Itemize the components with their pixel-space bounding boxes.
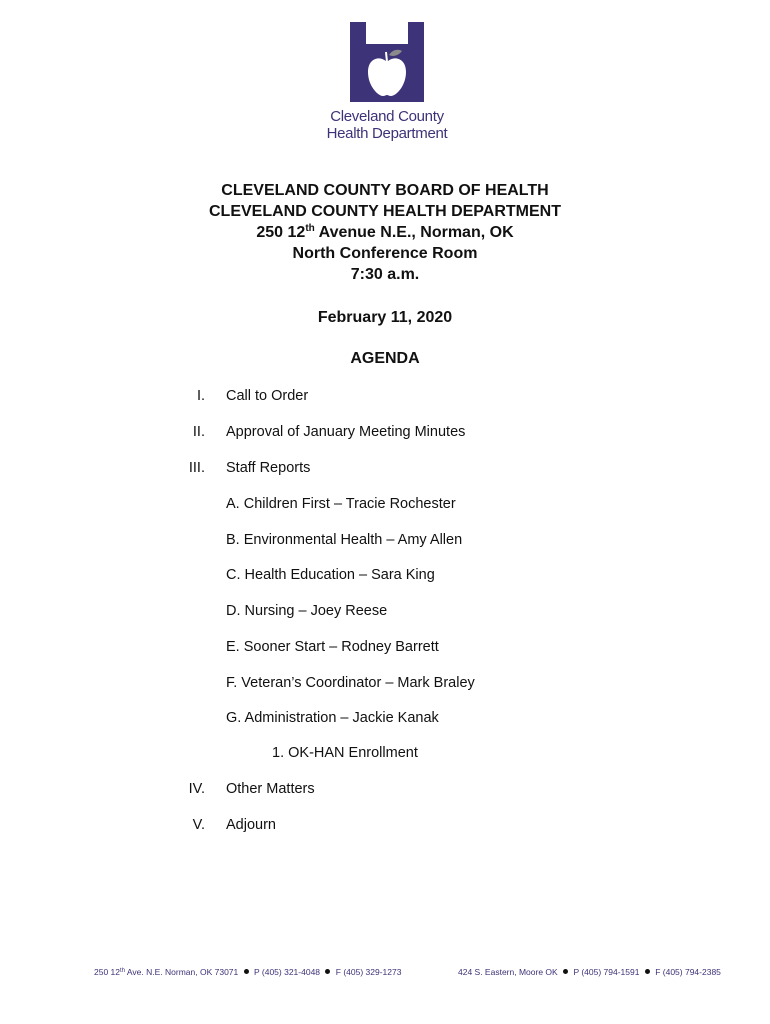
- header-address: [0, 222, 770, 243]
- footer-norman-address: Ave. N.E. Norman, OK 73071: [125, 967, 239, 977]
- staff-report-item: A. Children First – Tracie Rochester: [226, 496, 456, 512]
- agenda-item-number: IV.: [188, 781, 205, 797]
- footer-moore-phone: P (405) 794-1591: [573, 967, 640, 977]
- agenda-title: AGENDA: [350, 350, 420, 367]
- footer-norman-suffix: th: [120, 968, 126, 974]
- footer-moore-office: [458, 967, 721, 977]
- header-address-number: 250 12: [256, 224, 306, 241]
- agenda-item: Call to Order: [226, 388, 309, 404]
- footer-norman-office: [94, 967, 401, 977]
- footer-moore-fax: F (405) 794-2385: [655, 967, 721, 977]
- agenda-item-number: I.: [196, 388, 205, 404]
- header-department-title: CLEVELAND COUNTY HEALTH DEPARTMENT: [209, 203, 561, 220]
- logo-text-line2: Health Department: [326, 125, 448, 142]
- agenda-item: Approval of January Meeting Minutes: [226, 424, 466, 440]
- logo-text-line1: Cleveland County: [330, 108, 444, 125]
- staff-report-item: F. Veteran’s Coordinator – Mark Braley: [226, 675, 475, 691]
- agenda-item: Staff Reports: [226, 460, 311, 476]
- health-department-logo: [322, 22, 452, 147]
- meeting-date: February 11, 2020: [317, 309, 453, 326]
- bullet-icon: [325, 969, 330, 974]
- header-board-title: CLEVELAND COUNTY BOARD OF HEALTH: [221, 182, 549, 199]
- staff-report-item: B. Environmental Health – Amy Allen: [226, 532, 463, 548]
- header-time: 7:30 a.m.: [350, 266, 420, 283]
- agenda-item: Other Matters: [226, 781, 315, 797]
- document-header: [0, 180, 770, 285]
- bullet-icon: [563, 969, 568, 974]
- bullet-icon: [645, 969, 650, 974]
- agenda-item-number: II.: [192, 424, 205, 440]
- agenda-item-number: III.: [188, 460, 205, 476]
- administration-sub-item: 1. OK-HAN Enrollment: [272, 745, 418, 761]
- bullet-icon: [244, 969, 249, 974]
- apple-h-logo-icon: [350, 22, 424, 102]
- footer-norman-number: 250 12: [94, 967, 120, 977]
- header-room: North Conference Room: [292, 245, 478, 262]
- staff-report-item: C. Health Education – Sara King: [226, 567, 435, 583]
- header-address-suffix: th: [305, 223, 315, 234]
- header-address-street: Avenue N.E., Norman, OK: [314, 224, 514, 241]
- footer-norman-fax: F (405) 329-1273: [335, 967, 402, 977]
- footer-moore-address: 424 S. Eastern, Moore OK: [458, 967, 558, 977]
- agenda-item: Adjourn: [226, 817, 276, 833]
- staff-report-item: E. Sooner Start – Rodney Barrett: [226, 639, 439, 655]
- footer-norman-phone: P (405) 321-4048: [254, 967, 321, 977]
- staff-report-item: G. Administration – Jackie Kanak: [226, 710, 439, 726]
- staff-report-item: D. Nursing – Joey Reese: [226, 603, 388, 619]
- agenda-item-number: V.: [192, 817, 205, 833]
